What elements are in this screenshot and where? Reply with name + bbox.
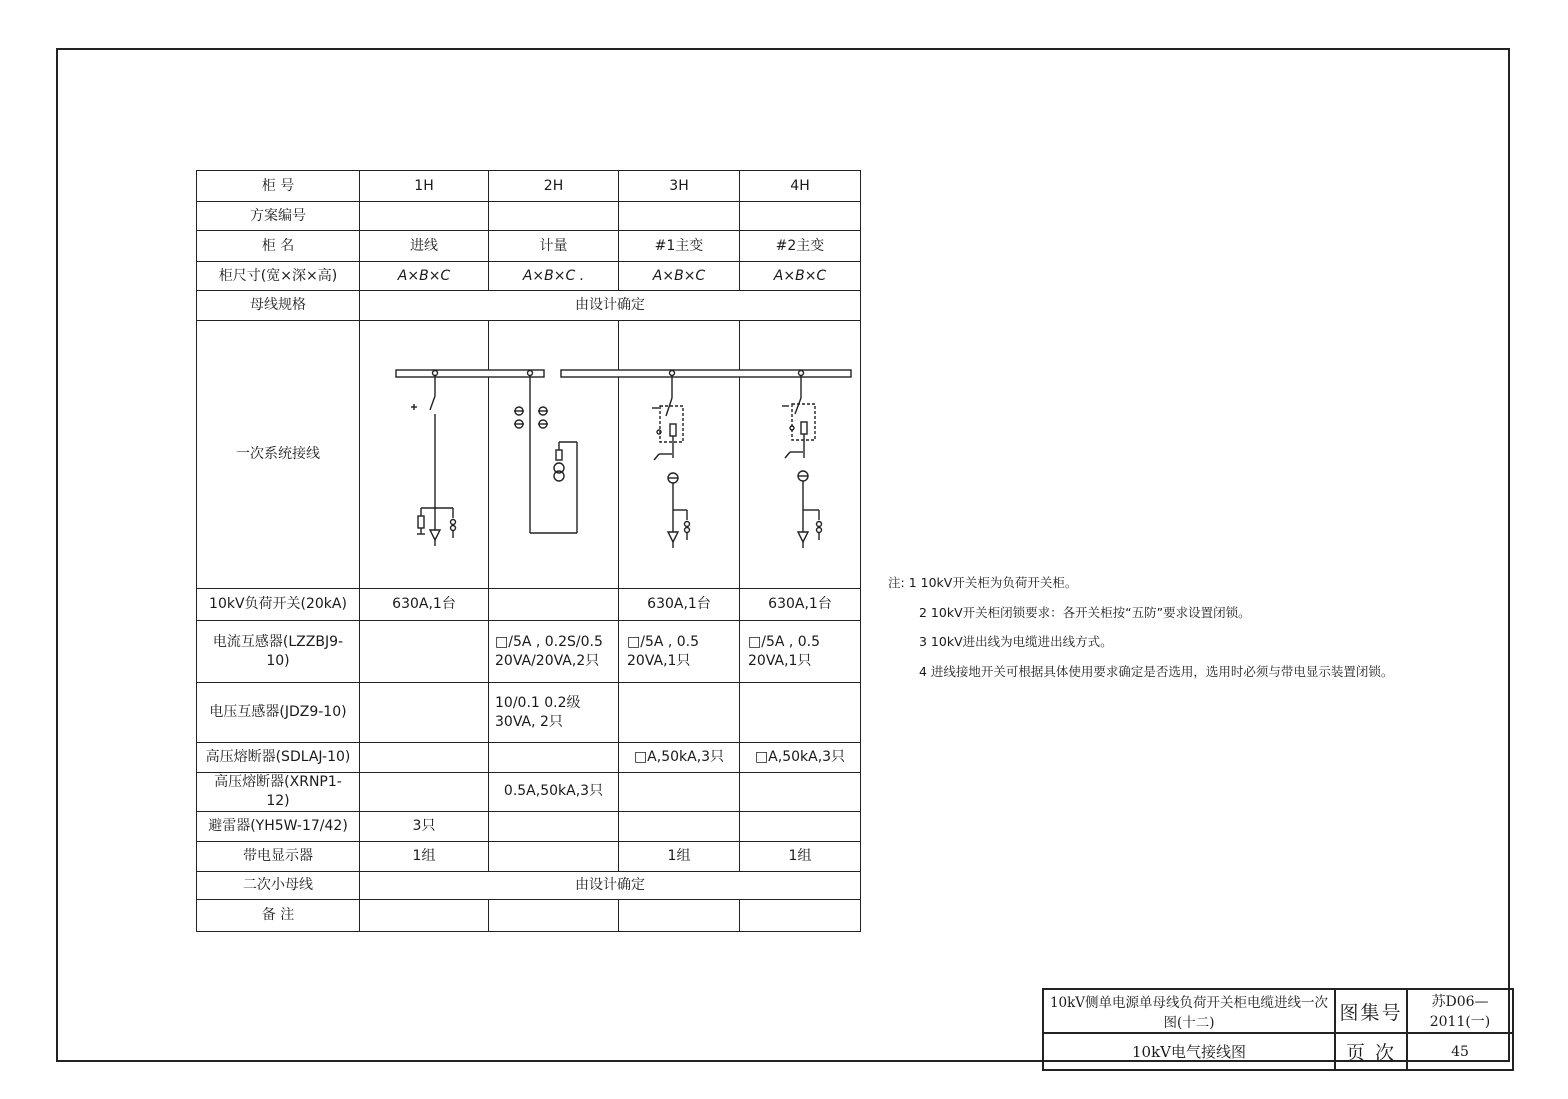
- table-row: [197, 291, 861, 321]
- notes-title: 注:: [888, 575, 905, 590]
- cell: [489, 841, 619, 871]
- table-row: [197, 773, 861, 812]
- row-label: 带电显示器: [197, 841, 360, 871]
- table-row: [197, 683, 861, 743]
- atlas-number-value: 苏D06—2011(一): [1407, 989, 1513, 1033]
- cell: [619, 683, 740, 743]
- row-label: 柜尺寸(宽×深×高): [197, 262, 360, 291]
- diagram-cell-4h: [740, 321, 861, 589]
- cell: [360, 683, 489, 743]
- table-row: [197, 202, 861, 231]
- cell: [360, 621, 489, 683]
- cell: A×B×C: [740, 262, 861, 291]
- row-label: 备 注: [197, 899, 360, 931]
- cell: [740, 811, 861, 841]
- cell: □A,50kA,3只: [619, 743, 740, 773]
- cell: 3只: [360, 811, 489, 841]
- table-row: [197, 262, 861, 291]
- cell: [360, 773, 489, 812]
- diagram-cell-3h: [619, 321, 740, 589]
- cell: 630A,1台: [740, 589, 861, 621]
- cell: 1H: [360, 171, 489, 202]
- cell: [619, 899, 740, 931]
- cell: 1组: [619, 841, 740, 871]
- cell: [740, 202, 861, 231]
- diagram-cell-2h: [489, 321, 619, 589]
- table-row: [197, 841, 861, 871]
- cell: [740, 683, 861, 743]
- cell: 4H: [740, 171, 861, 202]
- cell: □A,50kA,3只: [740, 743, 861, 773]
- cell: 进线: [360, 231, 489, 262]
- cell: 2H: [489, 171, 619, 202]
- page-number: 45: [1407, 1033, 1513, 1070]
- cell: [619, 773, 740, 812]
- atlas-number-label: 图集号: [1335, 989, 1407, 1033]
- cell: 10/0.1 0.2级 30VA, 2只: [489, 683, 619, 743]
- cell: [360, 202, 489, 231]
- cell: [740, 899, 861, 931]
- switchgear-spec-table: [196, 170, 861, 932]
- cell: 630A,1台: [619, 589, 740, 621]
- page-label: 页 次: [1335, 1033, 1407, 1070]
- cell: [360, 743, 489, 773]
- cell: [619, 811, 740, 841]
- cell: 1组: [360, 841, 489, 871]
- cell: A×B×C .: [489, 262, 619, 291]
- row-label: 电压互感器(JDZ9-10): [197, 683, 360, 743]
- row-label: 母线规格: [197, 291, 360, 321]
- table-row: [197, 589, 861, 621]
- cell: A×B×C: [360, 262, 489, 291]
- note-item: 2 10kV开关柜闭锁要求：各开关柜按“五防”要求设置闭锁。: [919, 604, 1251, 620]
- cell: 1组: [740, 841, 861, 871]
- cell: [740, 773, 861, 812]
- table-row: [197, 171, 861, 202]
- note-item: 3 10kV进出线为电缆进出线方式。: [919, 634, 1113, 649]
- table-row: [197, 811, 861, 841]
- cell: [489, 743, 619, 773]
- title-block: [1042, 988, 1514, 1071]
- cell: 0.5A,50kA,3只: [489, 773, 619, 812]
- table-row: [197, 231, 861, 262]
- row-label: 10kV负荷开关(20kA): [197, 589, 360, 621]
- table-row: [197, 899, 861, 931]
- cell: #1主变: [619, 231, 740, 262]
- cell: [360, 899, 489, 931]
- row-label: 一次系统接线: [197, 321, 360, 589]
- cell: A×B×C: [619, 262, 740, 291]
- table-row: [197, 871, 861, 899]
- cell: 630A,1台: [360, 589, 489, 621]
- table-row: [197, 621, 861, 683]
- cell: 由设计确定: [360, 291, 861, 321]
- cell: [489, 202, 619, 231]
- cell: [619, 202, 740, 231]
- row-label: 避雷器(YH5W-17/42): [197, 811, 360, 841]
- diagram-cell-1h: [360, 321, 489, 589]
- row-label: 电流互感器(LZZBJ9-10): [197, 621, 360, 683]
- notes-block: [888, 568, 1393, 686]
- row-label: 高压熔断器(SDLAJ-10): [197, 743, 360, 773]
- cell: 3H: [619, 171, 740, 202]
- cell: □/5A , 0.2S/0.5 20VA/20VA,2只: [489, 621, 619, 683]
- row-label: 二次小母线: [197, 871, 360, 899]
- row-label: 高压熔断器(XRNP1-12): [197, 773, 360, 812]
- cell: [489, 589, 619, 621]
- row-label: 方案编号: [197, 202, 360, 231]
- drawing-title: 10kV侧单电源单母线负荷开关柜电缆进线一次图(十二): [1043, 989, 1335, 1033]
- table-row: [197, 321, 861, 589]
- drawing-subtitle: 10kV电气接线图: [1043, 1033, 1335, 1070]
- cell: □/5A , 0.5 20VA,1只: [740, 621, 861, 683]
- note-item: 注: 1 10kV开关柜为负荷开关柜。: [888, 575, 1078, 590]
- note-item: 4 进线接地开关可根据具体使用要求确定是否选用，选用时必须与带电显示装置闭锁。: [919, 663, 1394, 679]
- cell: [489, 811, 619, 841]
- row-label: 柜 号: [197, 171, 360, 202]
- cell: 由设计确定: [360, 871, 861, 899]
- cell: □/5A , 0.5 20VA,1只: [619, 621, 740, 683]
- table-row: [197, 743, 861, 773]
- cell: [489, 899, 619, 931]
- cell: #2主变: [740, 231, 861, 262]
- row-label: 柜 名: [197, 231, 360, 262]
- cell: 计量: [489, 231, 619, 262]
